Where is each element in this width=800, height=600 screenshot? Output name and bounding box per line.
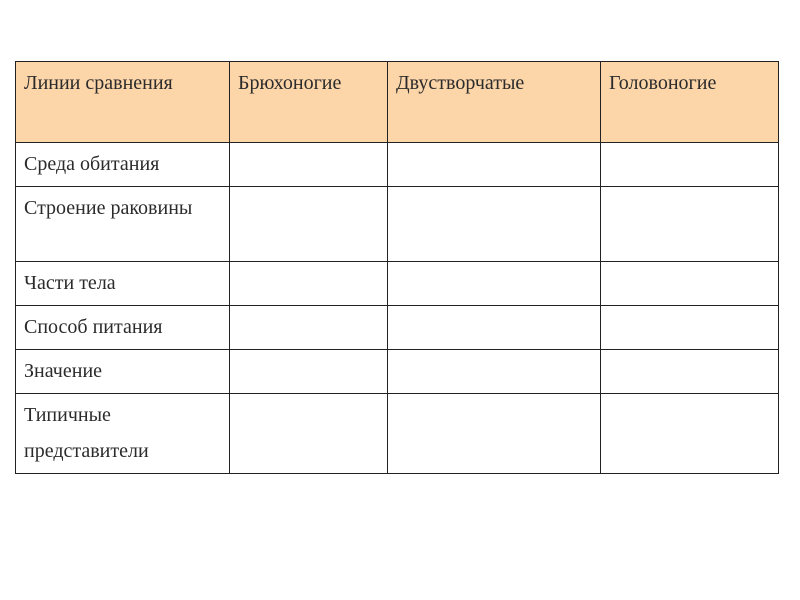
row-label: Среда обитания [24, 153, 160, 175]
table-cell[interactable] [230, 306, 388, 350]
header-label: Брюхоногие [238, 72, 342, 94]
table-cell[interactable] [230, 262, 388, 306]
row-label-cell [16, 394, 230, 474]
row-label-cell [16, 306, 230, 350]
comparison-table [15, 61, 779, 474]
header-label: Двустворчатые [396, 72, 525, 94]
row-label: Части тела [24, 272, 116, 294]
header-cell-bivalves [388, 62, 601, 143]
row-label-cell [16, 143, 230, 187]
row-label-cell [16, 350, 230, 394]
table-header-row [16, 62, 779, 143]
row-label: Типичные представители [24, 404, 149, 462]
table-cell[interactable] [388, 394, 601, 474]
table-cell[interactable] [388, 143, 601, 187]
table-cell[interactable] [601, 350, 779, 394]
table-row [16, 306, 779, 350]
row-label: Значение [24, 360, 103, 382]
table-row [16, 143, 779, 187]
table-row [16, 187, 779, 262]
header-cell-gastropods [230, 62, 388, 143]
header-label: Головоногие [609, 72, 717, 94]
table-cell[interactable] [230, 187, 388, 262]
table-cell[interactable] [601, 187, 779, 262]
table-cell[interactable] [388, 350, 601, 394]
row-label: Строение раковины [24, 197, 193, 219]
table-cell[interactable] [230, 350, 388, 394]
table-cell[interactable] [230, 143, 388, 187]
table-row [16, 262, 779, 306]
table-cell[interactable] [601, 394, 779, 474]
table-cell[interactable] [388, 187, 601, 262]
table-cell[interactable] [601, 143, 779, 187]
header-label: Линии сравнения [24, 72, 173, 94]
table-cell[interactable] [230, 394, 388, 474]
row-label-cell [16, 187, 230, 262]
row-label-cell [16, 262, 230, 306]
row-label: Способ питания [24, 316, 163, 338]
table-cell[interactable] [601, 262, 779, 306]
header-cell-comparison-lines [16, 62, 230, 143]
table-cell[interactable] [388, 306, 601, 350]
table-cell[interactable] [601, 306, 779, 350]
table-row [16, 350, 779, 394]
header-cell-cephalopods [601, 62, 779, 143]
table-row [16, 394, 779, 474]
table-cell[interactable] [388, 262, 601, 306]
